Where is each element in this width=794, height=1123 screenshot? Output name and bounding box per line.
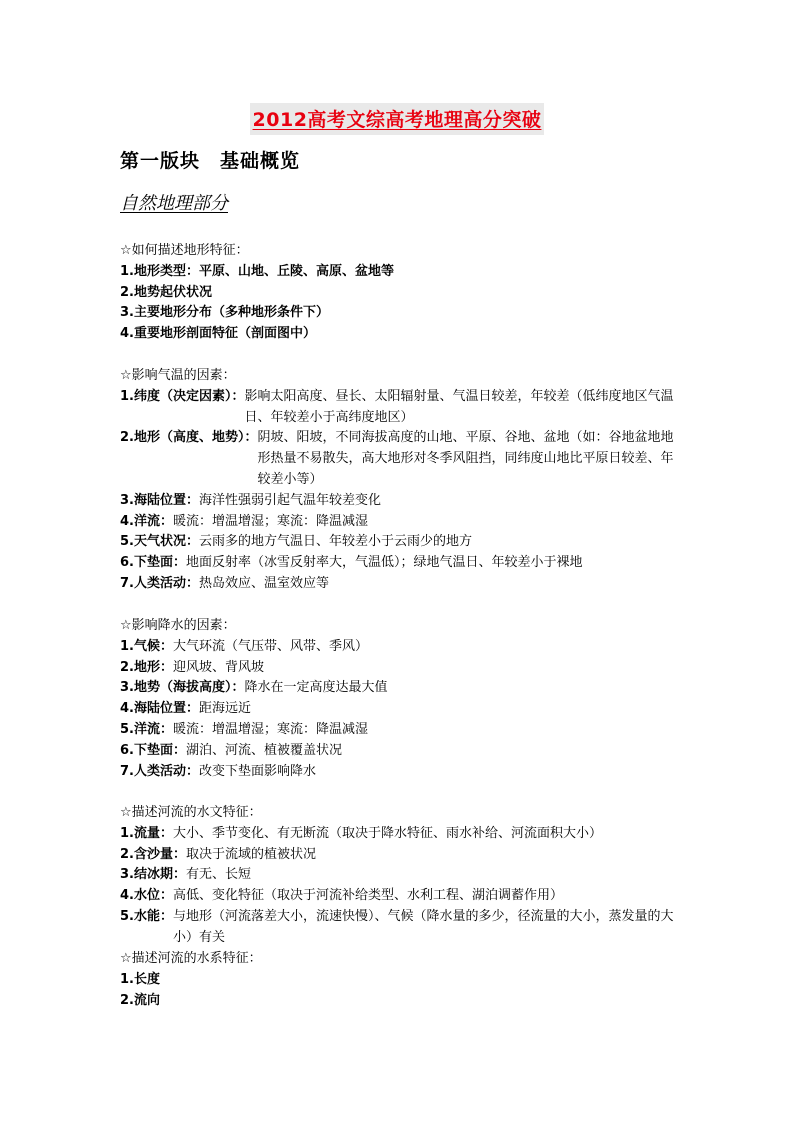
item-label: 3.结冰期： (120, 867, 186, 883)
list-item (120, 637, 680, 658)
item-label: 7.人类活动： (120, 763, 199, 779)
list-item (120, 845, 680, 866)
item-label: 2.地形： (120, 659, 173, 675)
list-item: 1.长度 (120, 971, 160, 987)
list-item (120, 491, 680, 512)
item-text: 云雨多的地方气温日、年较差小于云雨少的地方 (198, 534, 472, 550)
list-item (120, 720, 680, 741)
item-text: 取决于流域的植被状况 (185, 846, 316, 862)
list-item: 1.地形类型：平原、山地、丘陵、高原、盆地等 (120, 263, 394, 279)
item-label: 2.地形（高度、地势）： (120, 430, 258, 446)
list-item (120, 741, 680, 762)
section-precipitation (120, 616, 680, 782)
list-item (120, 824, 680, 845)
item-label: 4.洋流： (120, 513, 173, 529)
item-text: 海洋性强弱引起气温年较差变化 (198, 492, 381, 508)
item-label: 1.气候： (120, 638, 173, 654)
item-text: 与地形（河流落差大小，流速快慢）、气候（降水量的多少，径流量的大小，蒸发量的大小）有关 (172, 908, 674, 945)
item-text: 高低、变化特征（取决于河流补给类型、水利工程、湖泊调蓄作用） (172, 888, 563, 904)
item-label: 3.地势（海拔高度）： (120, 680, 245, 696)
list-item (120, 678, 680, 699)
item-label: 6.下垫面： (120, 742, 186, 758)
item-label: 3.海陆位置： (120, 492, 199, 508)
section-header: ☆描述河流的水文特征： (120, 805, 262, 820)
list-item: 4.重要地形剖面特征（剖面图中） (120, 326, 316, 342)
section-temperature (120, 366, 680, 595)
section-river-hydrology (120, 803, 680, 949)
item-text: 降水在一定高度达最大值 (244, 680, 388, 696)
item-text: 地面反射率（冰雪反射率大，气温低）；绿地气温日、年较差小于裸地 (185, 555, 583, 571)
item-text: 湖泊、河流、植被覆盖状况 (185, 742, 342, 758)
item-text: 有无、长短 (185, 867, 251, 883)
section-terrain (120, 241, 680, 345)
item-label: 2.含沙量： (120, 846, 186, 862)
section-river-system (120, 949, 680, 1011)
item-text: 大气环流（气压带、风带、季风） (172, 638, 368, 654)
item-text: 暖流：增温增湿；寒流：降温减湿 (172, 721, 368, 737)
item-text: 改变下垫面影响降水 (198, 763, 316, 779)
item-label: 6.下垫面： (120, 555, 186, 571)
subsection-heading: 自然地理部分 (120, 193, 228, 214)
item-text: 距海远近 (198, 701, 251, 717)
item-label: 5.水能： (120, 908, 173, 924)
list-item (120, 658, 680, 679)
section-header: ☆影响气温的因素： (120, 368, 236, 383)
list-item (120, 574, 680, 595)
list-item (120, 865, 680, 886)
list-item (120, 886, 680, 907)
list-item (120, 387, 680, 429)
list-item (120, 907, 680, 949)
item-text: 影响太阳高度、昼长、太阳辐射量、气温日较差，年较差（低纬度地区气温日、年较差小于高纬度地区） (244, 388, 674, 425)
item-label: 5.洋流： (120, 721, 173, 737)
list-item (120, 762, 680, 783)
section-header: ☆影响降水的因素： (120, 618, 236, 633)
item-label: 4.海陆位置： (120, 701, 199, 717)
document-title-text: 2012高考文综高考地理高分突破 (250, 103, 545, 135)
list-item (120, 428, 680, 490)
item-text: 热岛效应、温室效应等 (198, 575, 329, 591)
section-heading: 第一版块 基础概览 (120, 150, 301, 172)
item-text: 迎风坡、背风坡 (172, 659, 264, 675)
document-title (0, 103, 794, 135)
list-item: 2.地势起伏状况 (120, 284, 212, 300)
item-text: 阴坡、阳坡，不同海拔高度的山地、平原、谷地、盆地（如：谷地盆地地形热量不易散失，高大地形对冬季风阻挡，同纬度山地比平原日较差、年较差小等） (257, 430, 674, 487)
list-item: 2.流向 (120, 992, 160, 1008)
item-text: 暖流：增温增湿；寒流：降温减湿 (172, 513, 368, 529)
list-item (120, 553, 680, 574)
section-header: ☆描述河流的水系特征： (120, 951, 262, 966)
list-item (120, 699, 680, 720)
item-label: 4.水位： (120, 888, 173, 904)
item-text: 大小、季节变化、有无断流（取决于降水特征、雨水补给、河流面积大小） (172, 825, 602, 841)
list-item (120, 512, 680, 533)
list-item: 3.主要地形分布（多种地形条件下） (120, 305, 329, 321)
section-header: ☆如何描述地形特征： (120, 243, 249, 258)
item-label: 1.流量： (120, 825, 173, 841)
list-item (120, 532, 680, 553)
item-label: 5.天气状况： (120, 534, 199, 550)
item-label: 7.人类活动： (120, 575, 199, 591)
item-label: 1.纬度（决定因素）： (120, 388, 245, 404)
